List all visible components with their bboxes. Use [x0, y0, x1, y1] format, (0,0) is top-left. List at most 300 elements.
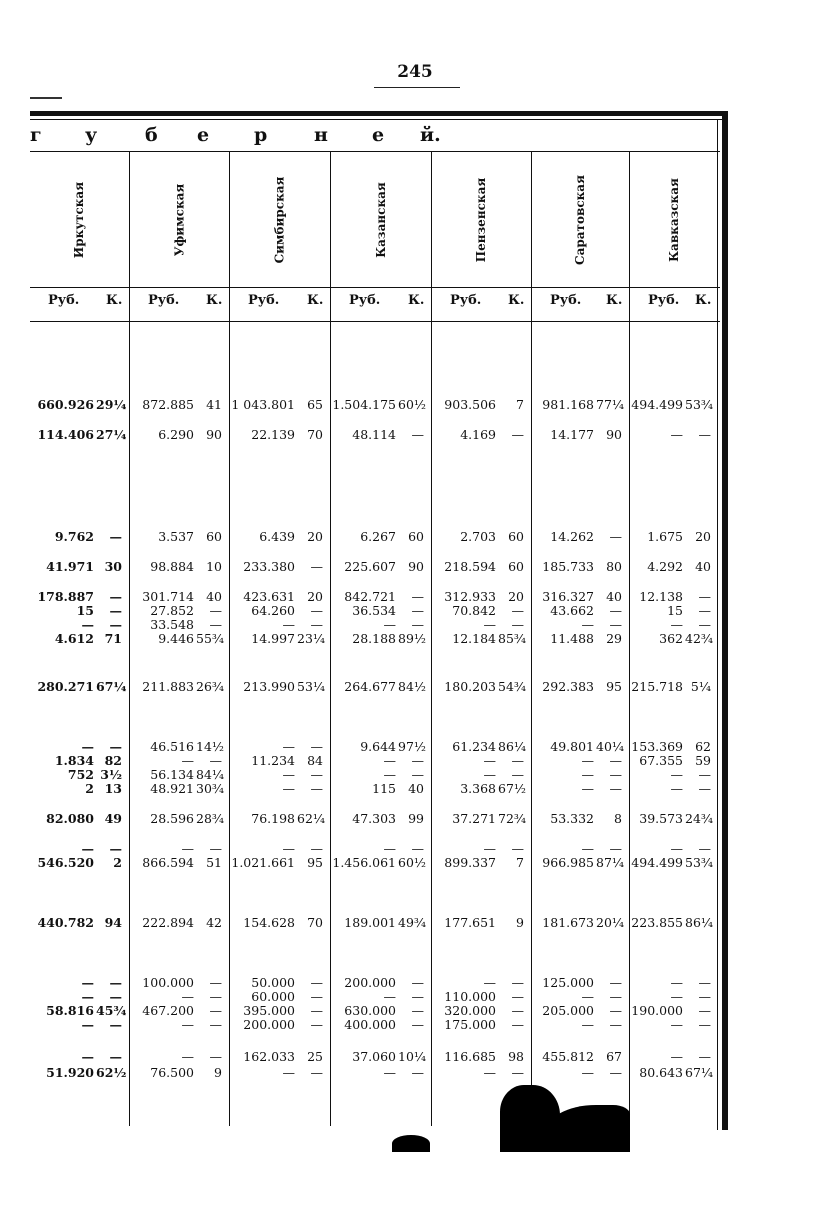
cell-kopecks: — [698, 781, 711, 796]
cell-rubles: — [383, 1065, 396, 1080]
cell-kopecks: 60½ [398, 397, 427, 412]
cell-rubles: — [581, 767, 594, 782]
cell-rubles: 43.662 [550, 603, 594, 618]
cell-kopecks: — [411, 1065, 424, 1080]
cell-rubles: 423.631 [243, 589, 295, 604]
unit-kop: К. [106, 293, 123, 308]
cell-kopecks: — [209, 753, 222, 768]
cell-rubles: 180.203 [444, 679, 496, 694]
unit-kop: К. [307, 293, 324, 308]
cell-kopecks: — [209, 1017, 222, 1032]
cell-kopecks: 5¼ [690, 679, 711, 694]
cell-rubles: — [282, 767, 295, 782]
cell-kopecks: — [411, 427, 424, 442]
cell-rubles: 15 [667, 603, 683, 618]
cell-kopecks: 86¼ [498, 739, 527, 754]
column-name-text: Уфимская [172, 183, 186, 256]
cell-kopecks: — [109, 617, 122, 632]
cell-rubles: — [581, 841, 594, 856]
cell-rubles: — [181, 1049, 194, 1064]
cell-kopecks: — [310, 1065, 323, 1080]
cell-kopecks: — [609, 841, 622, 856]
cell-rubles: 47.303 [352, 811, 396, 826]
cell-kopecks: — [109, 529, 122, 544]
cell-kopecks: — [609, 617, 622, 632]
cell-rubles: 185.733 [542, 559, 594, 574]
cell-kopecks: 20¼ [596, 915, 625, 930]
cell-kopecks: 55¾ [196, 631, 225, 646]
cell-rubles: 494.499 [631, 397, 683, 412]
cell-kopecks: 62¼ [297, 811, 326, 826]
cell-rubles: 292.383 [542, 679, 594, 694]
cell-kopecks: 20 [695, 529, 711, 544]
cell-kopecks: — [609, 753, 622, 768]
cell-kopecks: 60 [508, 559, 524, 574]
column-name-text: Симбирская [272, 176, 287, 263]
cell-rubles: — [483, 753, 496, 768]
cell-rubles: 12.184 [452, 631, 496, 646]
cell-kopecks: 41 [206, 397, 222, 412]
table-right-inner-border [717, 119, 718, 1130]
cell-rubles: — [581, 1017, 594, 1032]
cell-kopecks: 70 [307, 915, 323, 930]
cell-kopecks: — [310, 559, 323, 574]
cell-kopecks: — [209, 617, 222, 632]
cell-kopecks: — [109, 975, 122, 990]
cell-rubles: — [81, 617, 94, 632]
cell-kopecks: — [698, 427, 711, 442]
cell-rubles: 842.721 [344, 589, 396, 604]
table-heading [30, 122, 720, 150]
cell-kopecks: — [411, 989, 424, 1004]
cell-kopecks: — [310, 781, 323, 796]
cell-kopecks: 72¾ [498, 811, 527, 826]
cell-kopecks: — [209, 1003, 222, 1018]
cell-rubles: 312.933 [444, 589, 496, 604]
cell-kopecks: 3½ [100, 767, 122, 782]
cell-rubles: 899.337 [444, 855, 496, 870]
cell-rubles: 48.921 [150, 781, 194, 796]
cell-rubles: 14.177 [550, 427, 594, 442]
cell-kopecks: — [411, 589, 424, 604]
cell-kopecks: — [609, 1003, 622, 1018]
cell-kopecks: 30 [104, 559, 122, 574]
cell-rubles: — [81, 975, 94, 990]
cell-rubles: 153.369 [631, 739, 683, 754]
cell-kopecks: 49 [104, 811, 122, 826]
cell-kopecks: — [310, 975, 323, 990]
cell-kopecks: 40 [206, 589, 222, 604]
cell-kopecks: 26¾ [196, 679, 225, 694]
column-name-text: Саратовская [572, 174, 587, 265]
cell-rubles: 82.080 [46, 811, 94, 826]
cell-kopecks: — [609, 1017, 622, 1032]
cell-kopecks: 71 [104, 631, 122, 646]
cell-kopecks: — [698, 589, 711, 604]
cell-kopecks: — [310, 989, 323, 1004]
cell-kopecks: — [698, 1049, 711, 1064]
cell-rubles: 440.782 [37, 915, 94, 930]
cell-kopecks: — [511, 427, 524, 442]
cell-kopecks: — [511, 753, 524, 768]
cell-kopecks: — [411, 1003, 424, 1018]
cell-kopecks: — [609, 1065, 622, 1080]
cell-kopecks: — [310, 603, 323, 618]
cell-rubles: 872.885 [142, 397, 194, 412]
cell-rubles: — [383, 753, 396, 768]
cell-rubles: — [483, 841, 496, 856]
cell-kopecks: — [109, 989, 122, 1004]
cell-kopecks: 53¾ [685, 397, 714, 412]
cell-rubles: — [282, 781, 295, 796]
cell-rubles: 125.000 [542, 975, 594, 990]
cell-kopecks: 67¼ [685, 1065, 714, 1080]
cell-kopecks: 90 [408, 559, 424, 574]
column-name [130, 152, 228, 287]
cell-kopecks: 67½ [498, 781, 527, 796]
cell-kopecks: — [310, 1017, 323, 1032]
cell-rubles: — [670, 617, 683, 632]
cell-rubles: 11.234 [251, 753, 295, 768]
cell-kopecks: — [511, 1017, 524, 1032]
heading-letter: б [145, 124, 158, 146]
cell-kopecks: 9 [214, 1065, 222, 1080]
unit-rub: Руб. [648, 293, 680, 308]
cell-rubles: 280.271 [37, 679, 94, 694]
cell-rubles: 4.612 [54, 631, 94, 646]
cell-rubles: 362 [659, 631, 683, 646]
cell-kopecks: — [609, 975, 622, 990]
cell-rubles: — [483, 617, 496, 632]
cell-rubles: 660.926 [37, 397, 94, 412]
cell-kopecks: — [511, 841, 524, 856]
cell-rubles: 36.534 [352, 603, 396, 618]
cell-rubles: 223.855 [631, 915, 683, 930]
cell-kopecks: 80 [606, 559, 622, 574]
cell-kopecks: — [511, 617, 524, 632]
column-name [532, 152, 628, 287]
cell-kopecks: 7 [516, 397, 524, 412]
cell-kopecks: — [511, 1003, 524, 1018]
heading-letter: й. [420, 124, 441, 146]
cell-rubles: — [483, 975, 496, 990]
cell-kopecks: 84¼ [196, 767, 225, 782]
cell-rubles: 4.292 [647, 559, 683, 574]
cell-rubles: 60.000 [251, 989, 295, 1004]
cell-kopecks: 95 [307, 855, 323, 870]
cell-kopecks: — [511, 975, 524, 990]
cell-rubles: 9.762 [54, 529, 94, 544]
cell-kopecks: — [411, 617, 424, 632]
column-name [30, 152, 128, 287]
cell-rubles: 11.488 [550, 631, 594, 646]
cell-kopecks: 60 [408, 529, 424, 544]
cell-kopecks: — [209, 1049, 222, 1064]
cell-rubles: 200.000 [243, 1017, 295, 1032]
unit-kop: К. [408, 293, 425, 308]
cell-rubles: 37.060 [352, 1049, 396, 1064]
cell-rubles: 28.596 [150, 811, 194, 826]
cell-rubles: 222.894 [142, 915, 194, 930]
cell-rubles: 70.842 [452, 603, 496, 618]
cell-rubles: 966.985 [542, 855, 594, 870]
cell-kopecks: 40¼ [596, 739, 625, 754]
cell-kopecks: 20 [508, 589, 524, 604]
cell-rubles: 39.573 [639, 811, 683, 826]
table-top-inner-border [30, 119, 722, 120]
page-number-rule [374, 87, 460, 88]
cell-kopecks: 28¾ [196, 811, 225, 826]
cell-rubles: — [383, 989, 396, 1004]
cell-rubles: 3.537 [158, 529, 194, 544]
cell-rubles: — [81, 739, 94, 754]
cell-rubles: 49.801 [550, 739, 594, 754]
cell-kopecks: 13 [104, 781, 122, 796]
cell-kopecks: 23¼ [297, 631, 326, 646]
cell-kopecks: 29¼ [96, 397, 127, 412]
cell-rubles: 546.520 [37, 855, 94, 870]
cell-rubles: 177.651 [444, 915, 496, 930]
cell-kopecks: — [411, 975, 424, 990]
cell-kopecks: 49¾ [398, 915, 427, 930]
column-names-rule [30, 287, 720, 288]
cell-rubles: 301.714 [142, 589, 194, 604]
cell-rubles: 1.834 [54, 753, 94, 768]
cell-rubles: 114.406 [37, 427, 94, 442]
cell-rubles: — [670, 989, 683, 1004]
cell-rubles: 100.000 [142, 975, 194, 990]
cell-rubles: — [81, 841, 94, 856]
cell-rubles: 4.169 [460, 427, 496, 442]
cell-kopecks: — [698, 603, 711, 618]
unit-kop: К. [206, 293, 223, 308]
cell-kopecks: 95 [606, 679, 622, 694]
cell-rubles: 467.200 [142, 1003, 194, 1018]
cell-rubles: 58.816 [46, 1003, 94, 1018]
cell-rubles: 189.001 [344, 915, 396, 930]
cell-rubles: 1 043.801 [231, 397, 295, 412]
table-right-border [722, 111, 728, 1130]
cell-rubles: 116.685 [444, 1049, 496, 1064]
cell-rubles: 903.506 [444, 397, 496, 412]
cell-rubles: 264.677 [344, 679, 396, 694]
cell-kopecks: — [411, 753, 424, 768]
cell-kopecks: 40 [408, 781, 424, 796]
cell-rubles: — [483, 1065, 496, 1080]
cell-rubles: 41.971 [46, 559, 94, 574]
cell-kopecks: — [209, 603, 222, 618]
cell-rubles: 115 [372, 781, 396, 796]
cell-kopecks: — [609, 767, 622, 782]
cell-kopecks: 86¼ [685, 915, 714, 930]
cell-kopecks: 60 [508, 529, 524, 544]
cell-kopecks: 99 [408, 811, 424, 826]
cell-rubles: 1.675 [647, 529, 683, 544]
cell-kopecks: — [209, 841, 222, 856]
unit-kop: К. [606, 293, 623, 308]
cell-kopecks: — [511, 989, 524, 1004]
cell-rubles: 2 [85, 781, 94, 796]
cell-kopecks: 90 [606, 427, 622, 442]
cell-kopecks: 77¼ [596, 397, 625, 412]
cell-rubles: — [181, 989, 194, 1004]
cell-rubles: — [581, 989, 594, 1004]
cell-rubles: 3.368 [460, 781, 496, 796]
cell-rubles: 630.000 [344, 1003, 396, 1018]
cell-rubles: 33.548 [150, 617, 194, 632]
unit-rub: Руб. [349, 293, 381, 308]
cell-kopecks: — [310, 1003, 323, 1018]
cell-kopecks: — [310, 617, 323, 632]
column-name [432, 152, 530, 287]
unit-rub: Руб. [550, 293, 582, 308]
cell-kopecks: 25 [307, 1049, 323, 1064]
cell-kopecks: 89½ [398, 631, 427, 646]
cell-rubles: 27.852 [150, 603, 194, 618]
cell-rubles: 64.260 [251, 603, 295, 618]
cell-kopecks: 94 [104, 915, 122, 930]
page-number: 245 [397, 62, 433, 82]
cell-kopecks: — [698, 1017, 711, 1032]
cell-rubles: — [670, 427, 683, 442]
cell-rubles: 181.673 [542, 915, 594, 930]
cell-rubles: 175.000 [444, 1017, 496, 1032]
cell-kopecks: — [209, 989, 222, 1004]
cell-rubles: 494.499 [631, 855, 683, 870]
cell-rubles: — [483, 767, 496, 782]
cell-rubles: 53.332 [550, 811, 594, 826]
cell-kopecks: 9 [516, 915, 524, 930]
column-name [230, 152, 329, 287]
cell-kopecks: 60½ [398, 855, 427, 870]
cell-kopecks: 7 [516, 855, 524, 870]
cell-rubles: 316.327 [542, 589, 594, 604]
cell-rubles: 218.594 [444, 559, 496, 574]
unit-rub: Руб. [148, 293, 180, 308]
cell-rubles: — [670, 841, 683, 856]
cell-kopecks: 53¾ [685, 855, 714, 870]
cell-kopecks: — [109, 1049, 122, 1064]
unit-rub: Руб. [48, 293, 80, 308]
heading-letter: р [254, 124, 268, 146]
cell-kopecks: 59 [695, 753, 711, 768]
cell-rubles: 110.000 [444, 989, 496, 1004]
column-name-text: Иркутская [72, 181, 86, 258]
column-name-text: Казанская [373, 181, 388, 258]
heading-letter: н [314, 124, 328, 146]
cell-kopecks: 29 [606, 631, 622, 646]
cell-kopecks: 65 [307, 397, 323, 412]
cell-rubles: — [282, 739, 295, 754]
cell-rubles: 50.000 [251, 975, 295, 990]
cell-rubles: 9.446 [158, 631, 194, 646]
cell-kopecks: 98 [508, 1049, 524, 1064]
cell-rubles: — [282, 617, 295, 632]
cell-kopecks: 84½ [398, 679, 427, 694]
top-dash [30, 97, 62, 99]
cell-kopecks: — [411, 841, 424, 856]
cell-kopecks: 30¾ [196, 781, 225, 796]
cell-kopecks: — [698, 841, 711, 856]
cell-rubles: 233.380 [243, 559, 295, 574]
cell-rubles: 400.000 [344, 1017, 396, 1032]
cell-kopecks: 62½ [96, 1065, 127, 1080]
cell-rubles: 76.198 [251, 811, 295, 826]
cell-rubles: 752 [67, 767, 94, 782]
unit-kop: К. [508, 293, 525, 308]
cell-kopecks: — [310, 739, 323, 754]
cell-kopecks: — [609, 781, 622, 796]
cell-rubles: — [282, 1065, 295, 1080]
cell-kopecks: — [310, 767, 323, 782]
cell-rubles: — [81, 989, 94, 1004]
cell-rubles: — [81, 1017, 94, 1032]
cell-rubles: 162.033 [243, 1049, 295, 1064]
cell-kopecks: — [109, 841, 122, 856]
cell-kopecks: — [411, 603, 424, 618]
cell-kopecks: 84 [307, 753, 323, 768]
cell-rubles: 1.504.175 [332, 397, 396, 412]
cell-rubles: 866.594 [142, 855, 194, 870]
cell-rubles: 205.000 [542, 1003, 594, 1018]
cell-kopecks: — [698, 617, 711, 632]
cell-rubles: 80.643 [639, 1065, 683, 1080]
cell-kopecks: 60 [206, 529, 222, 544]
cell-rubles: 61.234 [452, 739, 496, 754]
cell-kopecks: 97½ [398, 739, 427, 754]
cell-kopecks: 51 [206, 855, 222, 870]
cell-rubles: 14.262 [550, 529, 594, 544]
ink-blot [392, 1135, 430, 1152]
cell-kopecks: 40 [695, 559, 711, 574]
cell-rubles: — [670, 781, 683, 796]
cell-kopecks: 2 [113, 855, 122, 870]
table-top-border [30, 111, 728, 116]
cell-rubles: 981.168 [542, 397, 594, 412]
heading-letter: у [85, 124, 98, 146]
cell-rubles: 12.138 [639, 589, 683, 604]
cell-rubles: — [670, 975, 683, 990]
cell-rubles: — [670, 1017, 683, 1032]
cell-rubles: 28.188 [352, 631, 396, 646]
cell-rubles: — [581, 1065, 594, 1080]
cell-rubles: — [81, 1049, 94, 1064]
cell-kopecks: — [310, 841, 323, 856]
cell-kopecks: 14½ [196, 739, 225, 754]
cell-rubles: 14.997 [251, 631, 295, 646]
cell-rubles: — [670, 1049, 683, 1064]
cell-kopecks: — [609, 989, 622, 1004]
cell-kopecks: 10 [206, 559, 222, 574]
cell-kopecks: — [109, 739, 122, 754]
cell-kopecks: — [511, 1065, 524, 1080]
unit-kop: К. [695, 293, 712, 308]
cell-kopecks: 27¼ [96, 427, 127, 442]
cell-kopecks: 53¼ [297, 679, 326, 694]
cell-kopecks: 70 [307, 427, 323, 442]
cell-rubles: 9.644 [360, 739, 396, 754]
cell-rubles: 6.439 [259, 529, 295, 544]
cell-rubles: 320.000 [444, 1003, 496, 1018]
cell-kopecks: 85¾ [498, 631, 527, 646]
cell-kopecks: — [609, 529, 622, 544]
cell-kopecks: 42¾ [685, 631, 714, 646]
cell-rubles: 56.134 [150, 767, 194, 782]
cell-kopecks: 10¼ [398, 1049, 427, 1064]
cell-rubles: — [383, 767, 396, 782]
cell-rubles: 48.114 [352, 427, 396, 442]
column-name [630, 152, 717, 287]
